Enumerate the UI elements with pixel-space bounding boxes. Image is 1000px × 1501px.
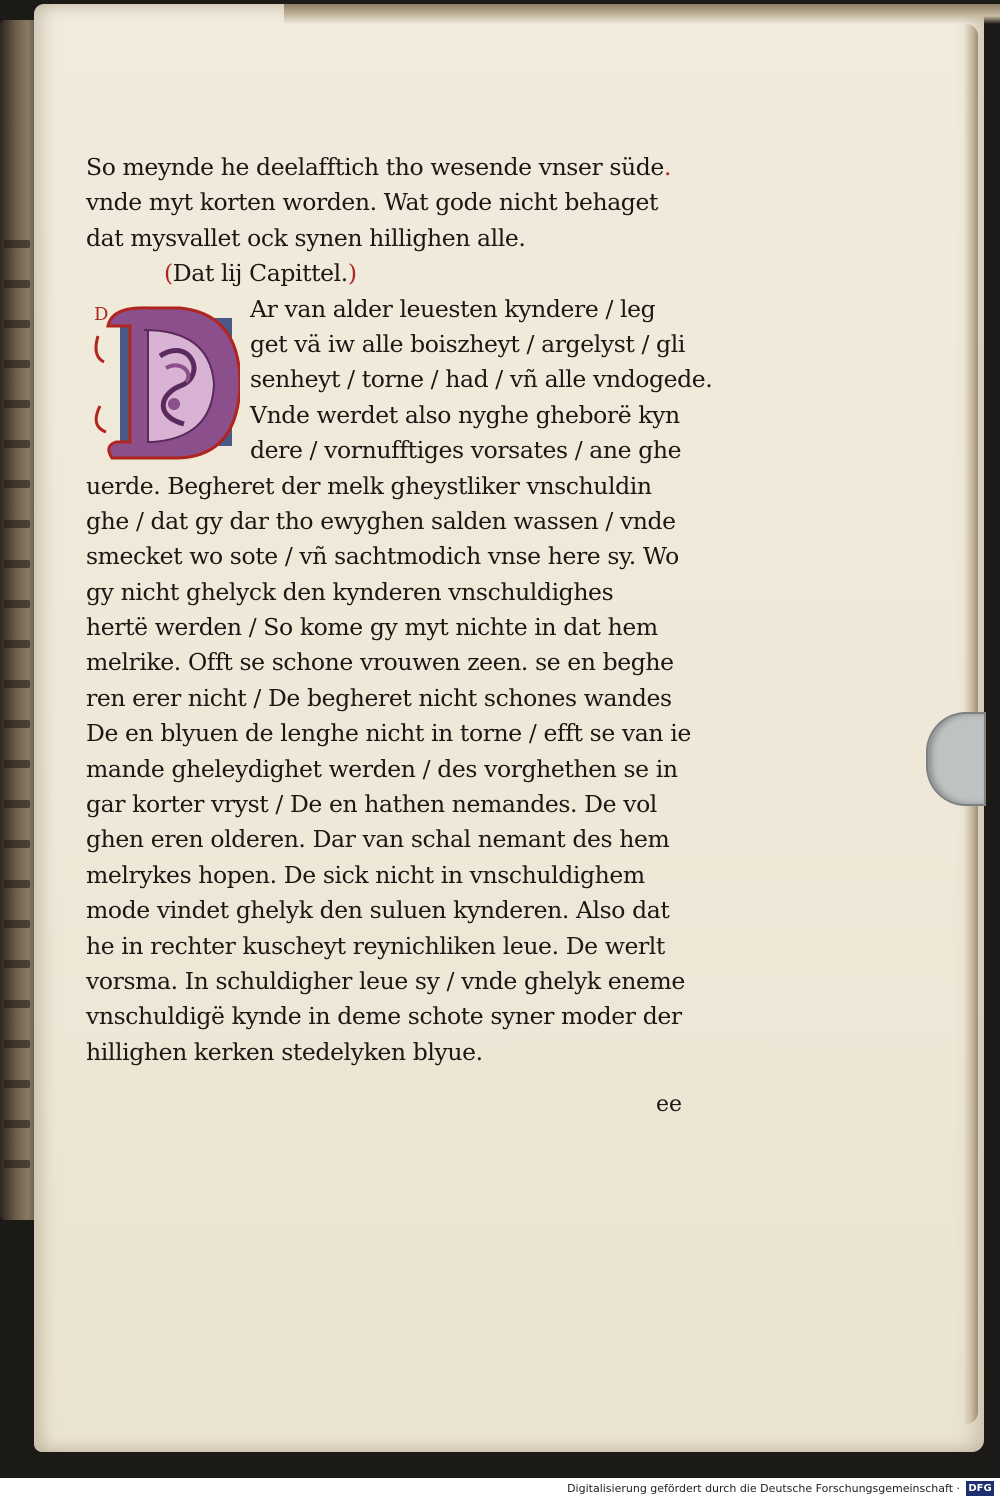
text-line-content: So meynde he deelafftich tho wesende vnser süde	[86, 153, 664, 181]
text-line-content: De en blyuen de lenghe nicht in torne / efft se van ie	[86, 719, 691, 748]
page-text	[86, 150, 713, 1070]
text-line	[86, 893, 701, 928]
text-line-content: Ar van alder leuesten kyndere / leg	[250, 294, 656, 323]
text-line	[86, 645, 701, 680]
text-line-content: dat mysvallet ock synen hillighen alle.	[86, 223, 526, 252]
svg-text:D: D	[94, 303, 109, 325]
chapter-heading	[86, 256, 701, 291]
illuminated-initial-d-icon	[90, 296, 240, 466]
text-line-content: mode vindet ghelyk den suluen kynderen. Also dat	[86, 896, 670, 925]
text-line-content: uerde. Begheret der melk gheystliker vnschuldin	[86, 471, 652, 500]
footer-credit: Digitalisierung gefördert durch die Deutsche Forschungsgemeinschaft ·	[567, 1482, 960, 1495]
text-line	[86, 716, 701, 751]
text-lines-after-initial	[86, 469, 701, 1071]
text-line-content: get vä iw alle boiszheyt / argelyst / gli	[250, 329, 685, 358]
text-line-content: Vnde werdet also nyghe gheborë kyn	[250, 400, 680, 429]
text-line-content: hillighen kerken stedelyken blyue.	[86, 1037, 483, 1066]
text-line	[86, 822, 701, 857]
text-line-content: he in rechter kuscheyt reynichliken leue. De werlt	[86, 931, 665, 960]
dfg-logo-icon: DFG	[966, 1481, 994, 1496]
text-line-content: vorsma. In schuldigher leue sy / vnde ghelyk eneme	[86, 966, 685, 995]
illuminated-initial	[90, 296, 240, 466]
text-line	[86, 575, 701, 610]
text-line	[86, 929, 701, 964]
text-line	[86, 539, 701, 574]
text-line-punctuation: .	[663, 153, 672, 181]
text-line-content: vnde myt korten worden. Wat gode nicht behaget	[86, 188, 659, 217]
text-line	[86, 504, 701, 539]
text-line	[86, 221, 701, 256]
text-line-content: melrike. Offt se schone vrouwen zeen. se en beghe	[86, 648, 674, 677]
text-line	[86, 185, 701, 220]
text-line-content: ren erer nicht / De begheret nicht schones wandes	[86, 683, 672, 712]
text-line	[86, 469, 701, 504]
text-lines-before-heading	[86, 150, 701, 256]
text-line-content: dere / vornufftiges vorsates / ane ghe	[250, 436, 682, 465]
text-line	[86, 610, 701, 645]
bookmark-tab	[926, 712, 986, 806]
text-line-content: ghe / dat gy dar tho ewyghen salden wassen / vnde	[86, 506, 676, 535]
text-line-content: ghen eren olderen. Dar van schal nemant des hem	[86, 825, 670, 854]
text-line	[86, 999, 701, 1034]
heading-text: Dat lij Capittel.	[172, 259, 348, 288]
catchword: ee	[656, 1092, 683, 1117]
text-line	[86, 752, 701, 787]
text-line-content: senheyt / torne / had / vñ alle vndogede.	[250, 365, 713, 394]
page-top-edge	[284, 4, 1000, 24]
text-line	[86, 1035, 701, 1070]
text-line	[86, 681, 701, 716]
text-line-content: vnschuldigë kynde in deme schote syner moder der	[86, 1002, 682, 1031]
text-line-content: mande gheleydighet werden / des vorghethen se in	[86, 754, 678, 783]
heading-close-bracket: )	[347, 259, 357, 288]
footer-bar	[0, 1478, 1000, 1501]
text-line	[86, 858, 701, 893]
heading-open-bracket: (	[164, 259, 173, 288]
text-line	[86, 964, 701, 999]
text-line-content: hertë werden / So kome gy myt nichte in dat hem	[86, 613, 658, 642]
text-line	[86, 150, 701, 185]
text-line-content: smecket wo sote / vñ sachtmodich vnse here sy. Wo	[86, 542, 679, 571]
text-line-content: gar korter vryst / De en hathen nemandes. De vol	[86, 790, 657, 819]
text-line-content: gy nicht ghelyck den kynderen vnschuldighes	[86, 577, 614, 606]
text-line-content: melrykes hopen. De sick nicht in vnschuldighem	[86, 860, 645, 889]
text-line	[86, 787, 701, 822]
